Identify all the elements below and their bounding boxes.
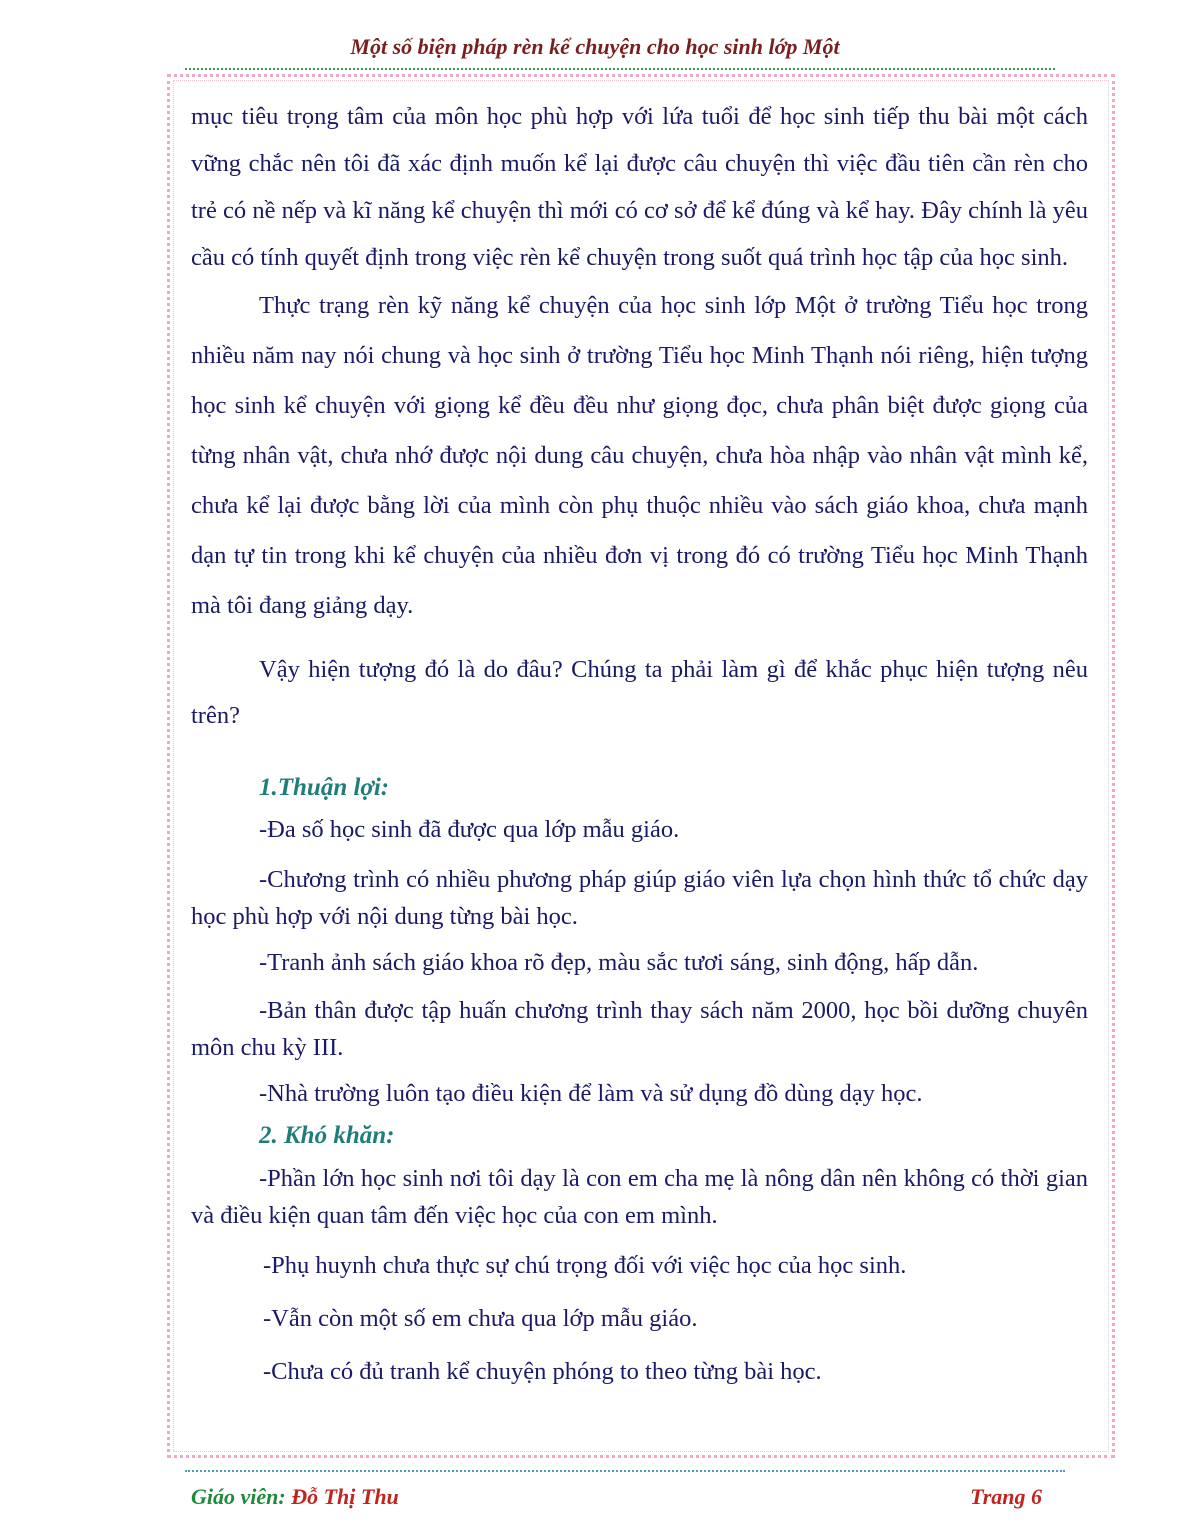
document-body [191,93,1088,1390]
list-item: -Phần lớn học sinh nơi tôi dạy là con em cha mẹ là nông dân nên không có thời gian và điều kiện quan tâm đến việc học của con em mình. [191,1165,1088,1229]
list-item: -Đa số học sinh đã được qua lớp mẫu giáo. [259,816,680,843]
footer-author [191,1484,399,1510]
body-paragraph: mục tiêu trọng tâm của môn học phù hợp với lứa tuổi để học sinh tiếp thu bài một cách vững chắc nên tôi đã xác định muốn kể lại được câu chuyện thì việc đầu tiên cần rèn cho trẻ có nề nếp và kĩ năng kể chuyện thì mới có cơ sở để kể đúng và kể hay. Đây chính là yêu cầu có tính quyết định trong việc rèn kể chuyện trong suốt quá trình học tập của học sinh. [191,103,1088,271]
header-divider [185,68,1055,70]
body-paragraph: Vậy hiện tượng đó là do đâu? Chúng ta phải làm gì để khắc phục hiện tượng nêu trên? [191,656,1088,729]
footer-author-label: Giáo viên: [191,1484,286,1509]
list-item: -Chưa có đủ tranh kể chuyện phóng to theo từng bài học. [263,1358,822,1385]
page-number: Trang 6 [970,1484,1042,1509]
document-header-title: Một số biện pháp rèn kể chuyện cho học sinh lớp Một [350,34,840,59]
list-item: -Vẫn còn một số em chưa qua lớp mẫu giáo. [263,1305,698,1332]
section-heading-difficulties: 2. Khó khăn: [259,1122,395,1149]
footer-divider [185,1470,1065,1472]
footer-author-name: Đỗ Thị Thu [291,1484,399,1509]
list-item: -Phụ huynh chưa thực sự chú trọng đối với việc học của học sinh. [263,1252,907,1279]
list-item: -Tranh ảnh sách giáo khoa rõ đẹp, màu sắc tươi sáng, sinh động, hấp dẫn. [259,949,979,976]
section-heading-advantages: 1.Thuận lợi: [259,774,390,801]
list-item: -Bản thân được tập huấn chương trình thay sách năm 2000, học bồi dưỡng chuyên môn chu kỳ III. [191,997,1088,1061]
list-item: -Chương trình có nhiều phương pháp giúp giáo viên lựa chọn hình thức tổ chức dạy học phù hợp với nội dung từng bài học. [191,866,1088,930]
body-paragraph: Thực trạng rèn kỹ năng kể chuyện của học sinh lớp Một ở trường Tiểu học trong nhiều năm nay nói chung và học sinh ở trường Tiểu học Minh Thạnh nói riêng, hiện tượng học sinh kể chuyện với giọng kể đều đều như giọng đọc, chưa phân biệt được giọng của từng nhân vật, chưa nhớ được nội dung câu chuyện, chưa hòa nhập vào nhân vật mình kể, chưa kể lại được bằng lời của mình còn phụ thuộc nhiều vào sách giáo khoa, chưa mạnh dạn tự tin trong khi kể chuyện của nhiều đơn vị trong đó có trường Tiểu học Minh Thạnh mà tôi đang giảng dạy. [191,292,1088,619]
list-item: -Nhà trường luôn tạo điều kiện để làm và sử dụng đồ dùng dạy học. [259,1080,923,1107]
